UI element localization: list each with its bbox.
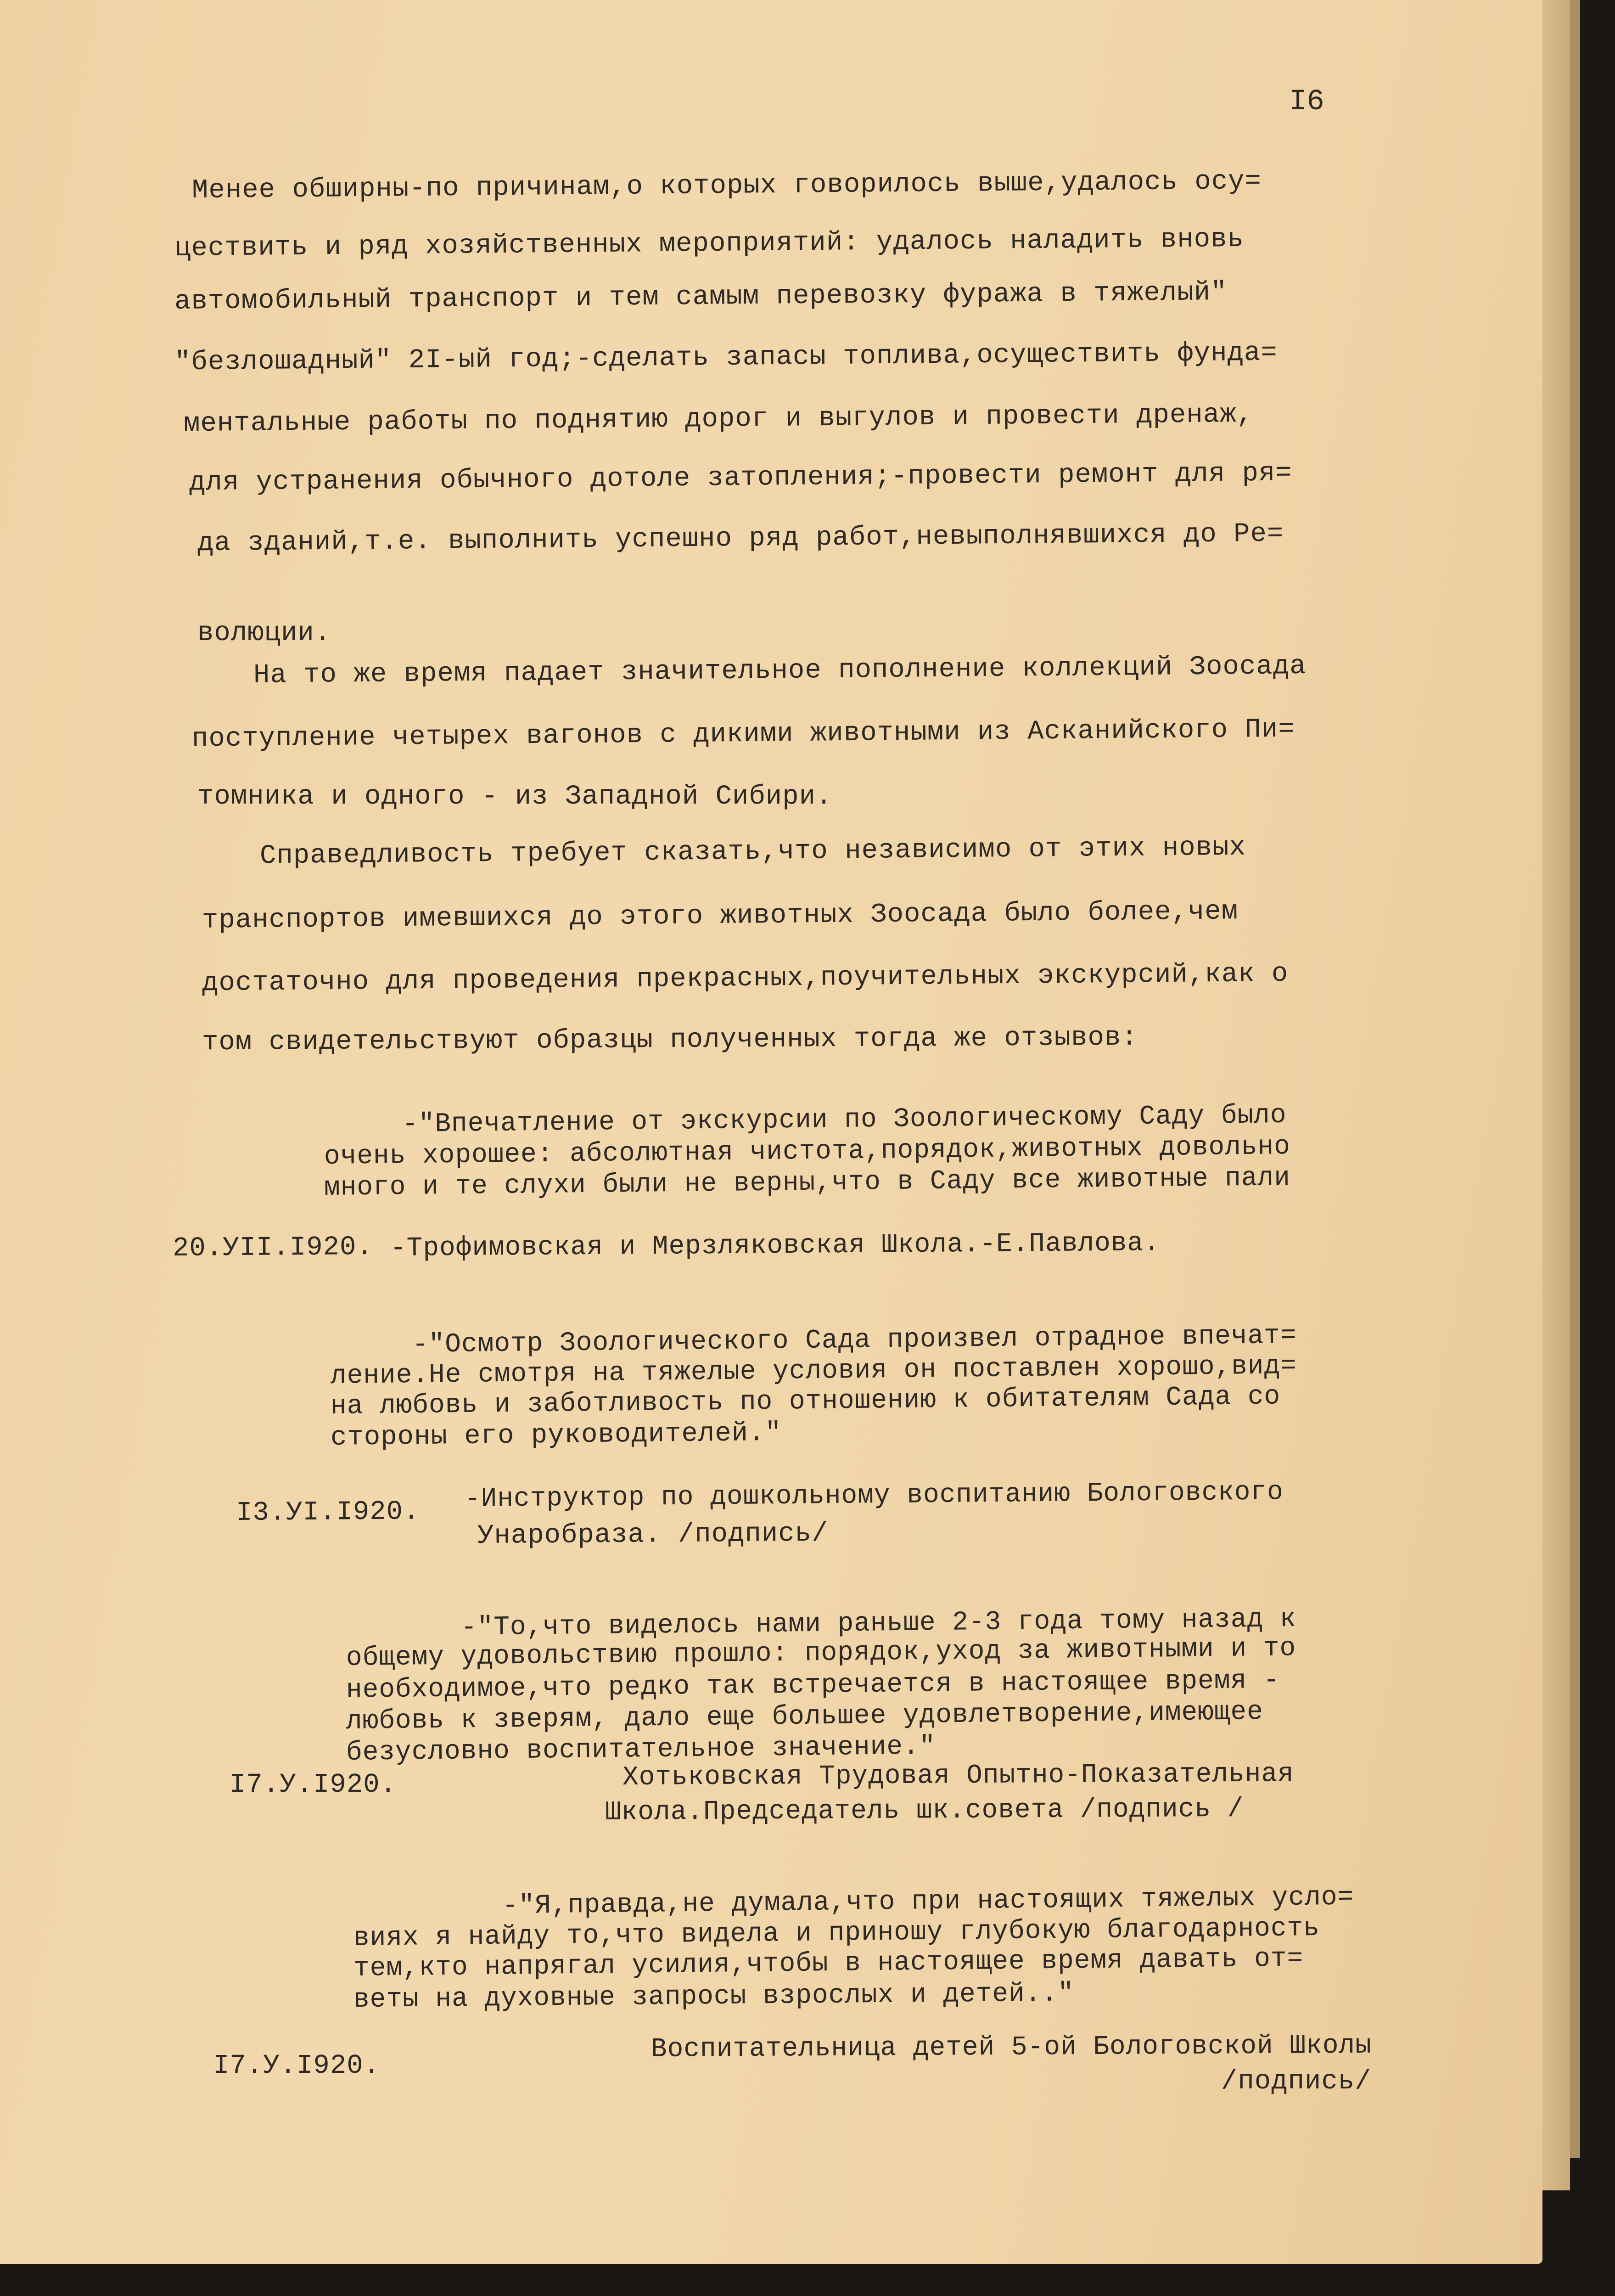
body-line: транспортов имевшихся до этого животных Зоосада было более,чем [202, 896, 1239, 936]
review-line: виях я найду то,что видела и приношу глубокую благодарность [353, 1912, 1320, 1953]
body-line: ментальные работы по поднятию дорог и выгулов и провести дренаж, [183, 399, 1254, 439]
review-signature: -Трофимовская и Мерзляковская Школа.-Е.Павлова. [390, 1227, 1161, 1264]
body-line: Справедливость требует сказать,что независимо от этих новых [259, 832, 1246, 872]
body-line: волюции. [197, 618, 331, 648]
review-date: I7.У.I920. [213, 2050, 381, 2081]
review-line: -"То,что виделось нами раньше 2-3 года тому назад к [460, 1603, 1296, 1643]
review-line: тем,кто напрягал усилия,чтобы в настоящее время давать от= [353, 1943, 1304, 1984]
review-date: 20.УII.I920. [172, 1231, 374, 1264]
review-signature: Воспитательница детей 5-ой Бологовской Школы [650, 2030, 1372, 2065]
review-line: стороны его руководителей." [330, 1417, 782, 1453]
body-line: да зданий,т.е. выполнить успешно ряд работ,невыполнявшихся до Ре= [197, 518, 1284, 559]
review-date: I3.УI.I920. [236, 1496, 420, 1528]
underlying-sheets-edge [1570, 0, 1580, 2158]
review-signature: Хотьковская Трудовая Опытно-Показательная [622, 1758, 1294, 1793]
body-line: автомобильный транспорт и тем самым перевозку фуража в тяжелый" [174, 276, 1228, 317]
review-signature: /подпись/ [1221, 2066, 1372, 2097]
review-signature: Унаробраза. /подпись/ [477, 1518, 829, 1551]
review-line: на любовь и заботливость по отношению к обитателям Сада со [330, 1381, 1281, 1422]
review-signature: -Инструктор по дошкольному воспитанию Бологовского [464, 1476, 1284, 1514]
body-line: достаточно для проведения прекрасных,поучительных экскурсий,как о [202, 958, 1289, 999]
review-date: I7.У.I920. [230, 1769, 397, 1800]
review-line: -"Я,правда,не думала,что при настоящих тяжелых усло= [502, 1881, 1354, 1921]
review-line: безусловно воспитательное значение." [346, 1731, 936, 1768]
body-line: Менее обширны-по причинам,о которых говорилось выше,удалось осу= [191, 165, 1262, 206]
body-line: "безлошадный" 2I-ый год;-сделать запасы топлива,осуществить фунда= [174, 337, 1278, 378]
review-line: ление.Не смотря на тяжелые условия он поставлен хорошо,вид= [330, 1350, 1297, 1391]
review-line: необходимое,что редко так встречается в настоящее время - [346, 1665, 1280, 1705]
body-line: том свидетельствуют образцы полученных тогда же отзывов: [202, 1022, 1138, 1058]
body-line: томника и одного - из Западной Сибири. [197, 781, 833, 812]
review-line: -"Впечатление от экскурсии по Зоологическому Саду было [402, 1099, 1287, 1140]
review-line: много и те слухи были не верны,что в Саду все животные пали [324, 1162, 1291, 1203]
review-signature: Школа.Председатель шк.совета /подпись / [605, 1793, 1244, 1828]
body-line: цествить и ряд хозяйственных мероприятий: удалось наладить вновь [174, 223, 1245, 264]
page-number: I6 [1289, 85, 1324, 118]
review-line: любовь к зверям, дало еще большее удовлетворение,имеющее [346, 1696, 1264, 1737]
review-line: -"Осмотр Зоологического Сада произвел отрадное впечат= [412, 1320, 1297, 1360]
body-line: На то же время падает значительное пополнение коллекций Зоосада [253, 650, 1307, 691]
review-line: веты на духовные запросы взрослых и детей.." [353, 1978, 1075, 2015]
body-line: поступление четырех вагонов с дикими животными из Асканийского Пи= [191, 714, 1295, 754]
review-line: очень хорошее: абсолютная чистота,порядок,животных довольно [324, 1131, 1291, 1172]
body-line: для устранения обычного дотоле затопления;-провести ремонт для ря= [189, 457, 1293, 498]
underlying-sheets [1542, 0, 1570, 2190]
review-line: общему удовольствию прошло: порядок,уход за животными и то [346, 1632, 1296, 1673]
